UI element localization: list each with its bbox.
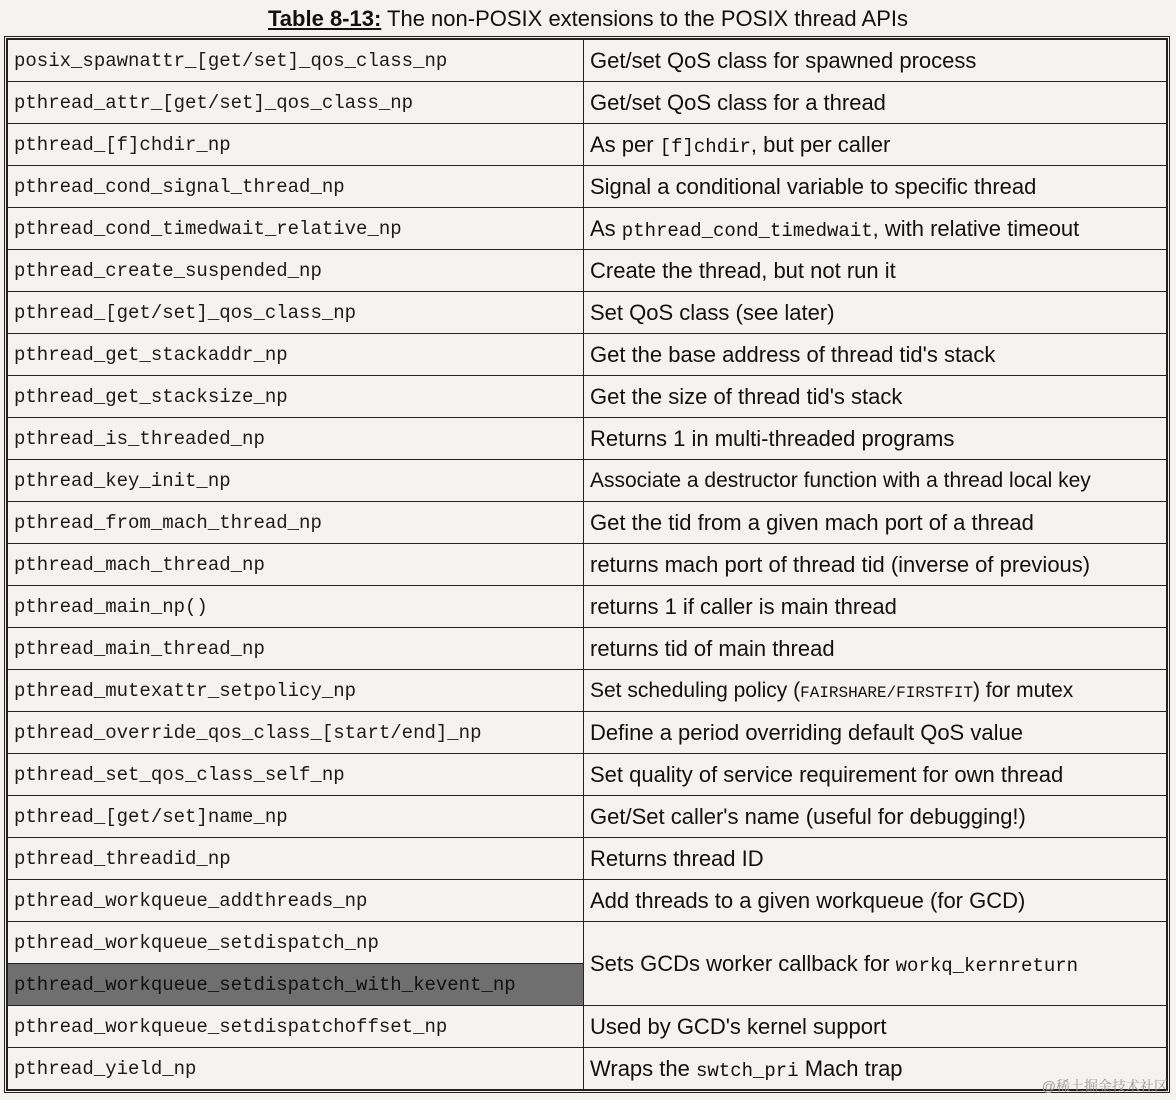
description-cell: Get/set QoS class for a thread — [584, 82, 1167, 124]
description-cell — [584, 208, 1167, 250]
description-cell: returns 1 if caller is main thread — [584, 586, 1167, 628]
table-row — [8, 460, 1167, 502]
description-cell: Get the size of thread tid's stack — [584, 376, 1167, 418]
description-cell: Create the thread, but not run it — [584, 250, 1167, 292]
api-name-cell: pthread_main_np() — [8, 586, 584, 628]
description-text: , with relative timeout — [872, 215, 1080, 241]
api-name-cell: pthread_from_mach_thread_np — [8, 502, 584, 544]
code-reference: [f]chdir — [659, 135, 751, 158]
table-row — [8, 1006, 1167, 1048]
description-text: Sets GCDs worker callback for — [590, 950, 896, 976]
table-row — [8, 166, 1167, 208]
table-row — [8, 40, 1167, 82]
table-row — [8, 334, 1167, 376]
description-cell: Define a period overriding default QoS value — [584, 712, 1167, 754]
api-name-cell: pthread_workqueue_setdispatchoffset_np — [8, 1006, 584, 1048]
api-table-container — [4, 36, 1170, 1093]
api-name-cell: pthread_workqueue_setdispatch_np — [8, 922, 584, 964]
api-name-cell: posix_spawnattr_[get/set]_qos_class_np — [8, 40, 584, 82]
api-name-cell: pthread_set_qos_class_self_np — [8, 754, 584, 796]
api-name-cell: pthread_get_stacksize_np — [8, 376, 584, 418]
api-name-cell: pthread_[get/set]name_np — [8, 796, 584, 838]
description-text: Wraps the — [590, 1055, 696, 1081]
api-name-cell: pthread_cond_signal_thread_np — [8, 166, 584, 208]
description-cell: returns mach port of thread tid (inverse of previous) — [584, 544, 1167, 586]
table-row — [8, 754, 1167, 796]
table-caption-text: The non-POSIX extensions to the POSIX thread APIs — [381, 6, 908, 31]
table-row — [8, 712, 1167, 754]
description-cell: returns tid of main thread — [584, 628, 1167, 670]
api-name-cell: pthread_cond_timedwait_relative_np — [8, 208, 584, 250]
table-row — [8, 796, 1167, 838]
table-row — [8, 82, 1167, 124]
description-cell: Set QoS class (see later) — [584, 292, 1167, 334]
api-name-cell: pthread_workqueue_addthreads_np — [8, 880, 584, 922]
table-row — [8, 880, 1167, 922]
description-cell: Get/Set caller's name (useful for debugging!) — [584, 796, 1167, 838]
code-reference: FAIRSHARE/FIRSTFIT — [800, 683, 973, 702]
description-cell: Associate a destructor function with a thread local key — [584, 460, 1167, 502]
description-cell: Get/set QoS class for spawned process — [584, 40, 1167, 82]
description-text: Set scheduling policy ( — [590, 678, 801, 702]
table-caption-label: Table 8-13: — [268, 6, 382, 31]
description-cell: Returns thread ID — [584, 838, 1167, 880]
description-cell: Returns 1 in multi-threaded programs — [584, 418, 1167, 460]
table-row — [8, 124, 1167, 166]
description-cell: Get the tid from a given mach port of a thread — [584, 502, 1167, 544]
description-text: As — [590, 215, 622, 241]
code-reference: workq_kernreturn — [895, 954, 1079, 977]
api-name-cell: pthread_[get/set]_qos_class_np — [8, 292, 584, 334]
api-name-cell: pthread_attr_[get/set]_qos_class_np — [8, 82, 584, 124]
description-cell — [584, 124, 1167, 166]
api-name-cell: pthread_yield_np — [8, 1048, 584, 1090]
table-row — [8, 292, 1167, 334]
api-name-cell: pthread_get_stackaddr_np — [8, 334, 584, 376]
table-row — [8, 376, 1167, 418]
api-name-cell: pthread_[f]chdir_np — [8, 124, 584, 166]
api-name-cell: pthread_override_qos_class_[start/end]_np — [8, 712, 584, 754]
table-caption — [0, 4, 1176, 34]
description-cell — [584, 670, 1167, 712]
table-row — [8, 208, 1167, 250]
api-table — [7, 39, 1167, 1090]
code-reference: swtch_pri — [695, 1059, 799, 1082]
description-text: As per — [590, 131, 660, 157]
table-row — [8, 502, 1167, 544]
description-cell: Used by GCD's kernel support — [584, 1006, 1167, 1048]
api-name-cell: pthread_is_threaded_np — [8, 418, 584, 460]
api-name-cell: pthread_main_thread_np — [8, 628, 584, 670]
api-name-cell: pthread_create_suspended_np — [8, 250, 584, 292]
table-row — [8, 544, 1167, 586]
code-reference: pthread_cond_timedwait — [621, 219, 873, 242]
table-row — [8, 1048, 1167, 1090]
description-text: ) for mutex — [972, 678, 1074, 702]
table-row — [8, 670, 1167, 712]
table-row — [8, 250, 1167, 292]
description-cell: Signal a conditional variable to specific thread — [584, 166, 1167, 208]
description-cell: Set quality of service requirement for own thread — [584, 754, 1167, 796]
table-row — [8, 838, 1167, 880]
api-name-cell: pthread_threadid_np — [8, 838, 584, 880]
api-name-cell-highlighted: pthread_workqueue_setdispatch_with_kevent_np — [8, 964, 584, 1006]
api-name-cell: pthread_mach_thread_np — [8, 544, 584, 586]
api-name-cell: pthread_mutexattr_setpolicy_np — [8, 670, 584, 712]
table-row — [8, 586, 1167, 628]
watermark: @稀土掘金技术社区 — [1041, 1078, 1168, 1094]
api-name-cell: pthread_key_init_np — [8, 460, 584, 502]
description-text: Mach trap — [798, 1055, 903, 1081]
table-row — [8, 922, 1167, 964]
description-text: , but per caller — [750, 131, 891, 157]
table-row — [8, 418, 1167, 460]
description-cell: Get the base address of thread tid's stack — [584, 334, 1167, 376]
table-row — [8, 628, 1167, 670]
description-cell: Add threads to a given workqueue (for GCD) — [584, 880, 1167, 922]
description-cell — [584, 922, 1167, 1006]
